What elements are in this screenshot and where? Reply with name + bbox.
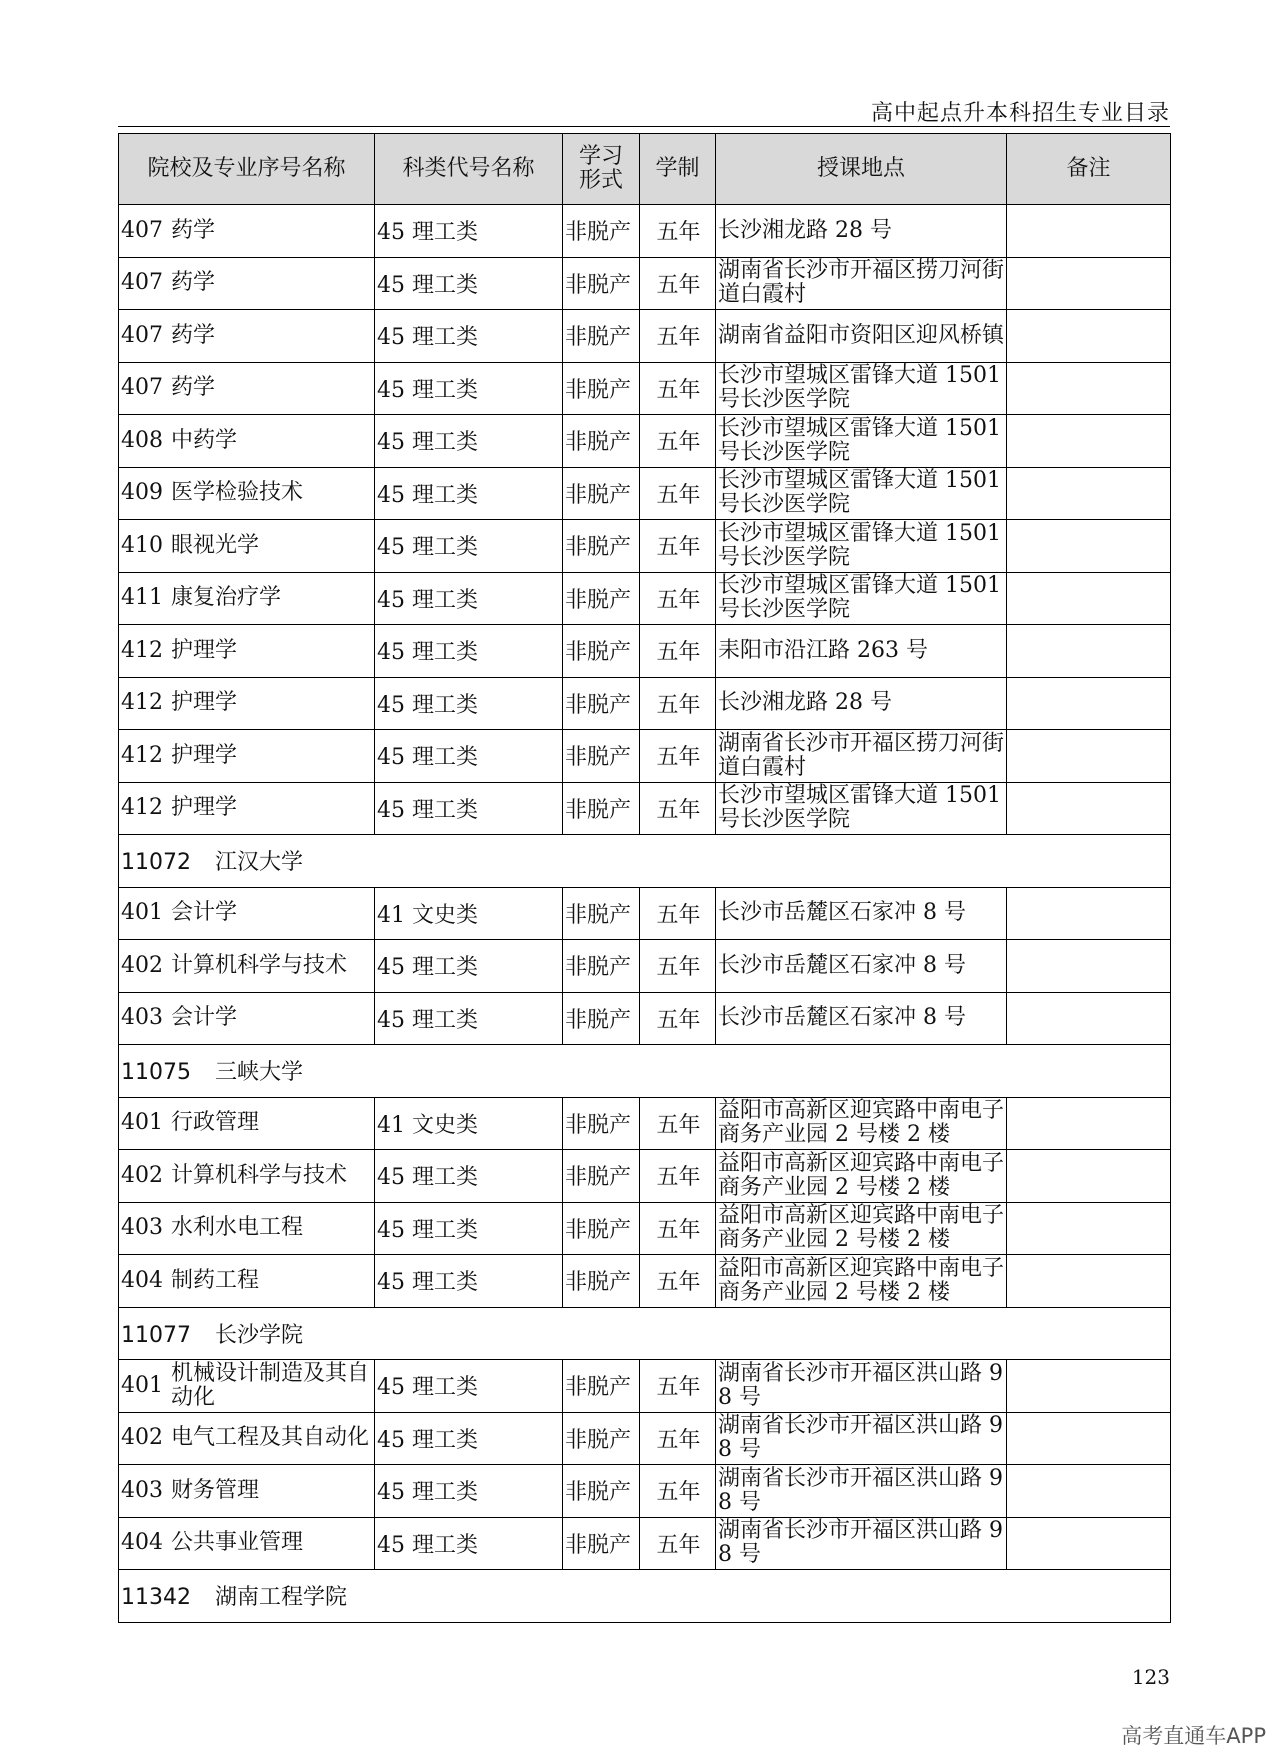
category-cell: 45 理工类 xyxy=(375,1517,563,1570)
major-number: 412 xyxy=(121,742,163,768)
study-form-cell: 非脱产 xyxy=(563,310,640,363)
note-cell xyxy=(1007,1412,1171,1465)
study-form-cell: 非脱产 xyxy=(563,992,640,1045)
category-cell: 45 理工类 xyxy=(375,205,563,258)
duration-cell: 五年 xyxy=(640,730,716,783)
study-form-cell: 非脱产 xyxy=(563,1255,640,1308)
location-cell: 湖南省益阳市资阳区迎风桥镇 xyxy=(716,310,1007,363)
table-row xyxy=(119,1150,1171,1203)
study-form-cell: 非脱产 xyxy=(563,205,640,258)
study-form-cell: 非脱产 xyxy=(563,520,640,573)
major-cell xyxy=(119,1150,375,1203)
major-cell xyxy=(119,362,375,415)
location-cell: 耒阳市沿江路 263 号 xyxy=(716,625,1007,678)
table-header-row xyxy=(119,134,1171,205)
note-cell xyxy=(1007,415,1171,468)
category-cell: 45 理工类 xyxy=(375,1150,563,1203)
table-row xyxy=(119,1360,1171,1413)
study-form-cell: 非脱产 xyxy=(563,415,640,468)
location-cell: 长沙市望城区雷锋大道 1501 号长沙医学院 xyxy=(716,415,1007,468)
duration-cell: 五年 xyxy=(640,1097,716,1150)
category-cell: 45 理工类 xyxy=(375,940,563,993)
major-number: 402 xyxy=(121,952,163,978)
duration-cell: 五年 xyxy=(640,625,716,678)
major-number: 403 xyxy=(121,1005,163,1031)
note-cell xyxy=(1007,782,1171,835)
major-number: 412 xyxy=(121,690,163,716)
major-cell xyxy=(119,940,375,993)
major-number: 407 xyxy=(121,217,163,243)
col-header-study-line1: 学习 xyxy=(578,144,623,169)
table-row xyxy=(119,467,1171,520)
study-form-cell: 非脱产 xyxy=(563,1360,640,1413)
major-number: 403 xyxy=(121,1477,163,1503)
institution-cell xyxy=(119,1307,1171,1360)
category-cell: 45 理工类 xyxy=(375,992,563,1045)
note-cell xyxy=(1007,1517,1171,1570)
note-cell xyxy=(1007,625,1171,678)
institution-row xyxy=(119,835,1171,888)
note-cell xyxy=(1007,467,1171,520)
major-number: 404 xyxy=(121,1267,163,1293)
duration-cell: 五年 xyxy=(640,520,716,573)
location-cell: 长沙市望城区雷锋大道 1501 号长沙医学院 xyxy=(716,467,1007,520)
major-cell xyxy=(119,1360,375,1413)
duration-cell: 五年 xyxy=(640,992,716,1045)
institution-cell xyxy=(119,1570,1171,1623)
location-cell: 长沙市岳麓区石家冲 8 号 xyxy=(716,940,1007,993)
duration-cell: 五年 xyxy=(640,467,716,520)
major-cell xyxy=(119,310,375,363)
col-header-study-form xyxy=(563,134,640,205)
duration-cell: 五年 xyxy=(640,887,716,940)
major-name: 会计学 xyxy=(171,900,238,926)
table-row xyxy=(119,1097,1171,1150)
study-form-cell: 非脱产 xyxy=(563,1097,640,1150)
watermark: 高考直通车APP xyxy=(1121,1724,1266,1748)
major-number: 408 xyxy=(121,427,163,453)
major-number: 407 xyxy=(121,375,163,401)
table-row xyxy=(119,625,1171,678)
note-cell xyxy=(1007,1202,1171,1255)
location-cell: 长沙市望城区雷锋大道 1501 号长沙医学院 xyxy=(716,520,1007,573)
major-number: 410 xyxy=(121,532,163,558)
running-head: 高中起点升本科招生专业目录 xyxy=(870,101,1170,126)
institution-code: 11077 xyxy=(121,1322,191,1348)
duration-cell: 五年 xyxy=(640,310,716,363)
major-cell xyxy=(119,257,375,310)
table-row xyxy=(119,572,1171,625)
major-number: 409 xyxy=(121,480,163,506)
category-cell: 45 理工类 xyxy=(375,310,563,363)
note-cell xyxy=(1007,1097,1171,1150)
category-cell: 45 理工类 xyxy=(375,257,563,310)
note-cell xyxy=(1007,205,1171,258)
note-cell xyxy=(1007,992,1171,1045)
page-number: 123 xyxy=(1131,1665,1170,1689)
category-cell: 45 理工类 xyxy=(375,730,563,783)
table-row xyxy=(119,257,1171,310)
duration-cell: 五年 xyxy=(640,257,716,310)
major-name: 药学 xyxy=(171,217,216,243)
note-cell xyxy=(1007,1255,1171,1308)
table-row xyxy=(119,992,1171,1045)
location-cell: 长沙湘龙路 28 号 xyxy=(716,205,1007,258)
major-number: 407 xyxy=(121,322,163,348)
location-cell: 长沙市望城区雷锋大道 1501 号长沙医学院 xyxy=(716,572,1007,625)
location-cell: 益阳市高新区迎宾路中南电子商务产业园 2 号楼 2 楼 xyxy=(716,1097,1007,1150)
location-cell: 湖南省长沙市开福区洪山路 98 号 xyxy=(716,1360,1007,1413)
institution-cell xyxy=(119,835,1171,888)
category-cell: 41 文史类 xyxy=(375,1097,563,1150)
major-cell xyxy=(119,1255,375,1308)
location-cell: 湖南省长沙市开福区洪山路 98 号 xyxy=(716,1465,1007,1518)
major-cell xyxy=(119,625,375,678)
table-row xyxy=(119,310,1171,363)
duration-cell: 五年 xyxy=(640,677,716,730)
major-cell xyxy=(119,887,375,940)
location-cell: 长沙市岳麓区石家冲 8 号 xyxy=(716,992,1007,1045)
major-cell xyxy=(119,730,375,783)
study-form-cell: 非脱产 xyxy=(563,1465,640,1518)
major-name: 康复治疗学 xyxy=(171,585,282,611)
institution-row xyxy=(119,1570,1171,1623)
col-header-study-line2: 形式 xyxy=(578,168,623,193)
table-row xyxy=(119,1465,1171,1518)
study-form-cell: 非脱产 xyxy=(563,782,640,835)
location-cell: 益阳市高新区迎宾路中南电子商务产业园 2 号楼 2 楼 xyxy=(716,1255,1007,1308)
institution-code: 11075 xyxy=(121,1060,191,1086)
institution-row xyxy=(119,1307,1171,1360)
location-cell: 湖南省长沙市开福区洪山路 98 号 xyxy=(716,1517,1007,1570)
major-name: 水利水电工程 xyxy=(171,1215,304,1241)
note-cell xyxy=(1007,730,1171,783)
duration-cell: 五年 xyxy=(640,1202,716,1255)
major-number: 402 xyxy=(121,1162,163,1188)
major-cell xyxy=(119,677,375,730)
major-number: 411 xyxy=(121,585,163,611)
table-row xyxy=(119,730,1171,783)
major-name: 计算机科学与技术 xyxy=(171,952,348,978)
duration-cell: 五年 xyxy=(640,205,716,258)
col-header-note: 备注 xyxy=(1007,134,1171,205)
institution-name: 长沙学院 xyxy=(215,1322,304,1348)
col-header-duration: 学制 xyxy=(640,134,716,205)
note-cell xyxy=(1007,887,1171,940)
category-cell: 45 理工类 xyxy=(375,362,563,415)
major-name: 计算机科学与技术 xyxy=(171,1162,348,1188)
category-cell: 41 文史类 xyxy=(375,887,563,940)
location-cell: 湖南省长沙市开福区捞刀河街道白霞村 xyxy=(716,257,1007,310)
major-name: 药学 xyxy=(171,270,216,296)
major-name: 护理学 xyxy=(171,690,238,716)
major-number: 401 xyxy=(121,900,163,926)
table-body xyxy=(119,205,1171,1623)
major-name: 电气工程及其自动化 xyxy=(171,1425,370,1451)
major-number: 412 xyxy=(121,795,163,821)
table-row xyxy=(119,782,1171,835)
table-row xyxy=(119,1517,1171,1570)
major-name: 机械设计制造及其自动化 xyxy=(171,1360,370,1410)
study-form-cell: 非脱产 xyxy=(563,362,640,415)
category-cell: 45 理工类 xyxy=(375,782,563,835)
table-row xyxy=(119,415,1171,468)
duration-cell: 五年 xyxy=(640,782,716,835)
major-catalog-table xyxy=(118,133,1171,1623)
institution-code: 11342 xyxy=(121,1585,191,1611)
study-form-cell: 非脱产 xyxy=(563,887,640,940)
category-cell: 45 理工类 xyxy=(375,572,563,625)
major-number: 401 xyxy=(121,1372,163,1398)
major-cell xyxy=(119,992,375,1045)
study-form-cell: 非脱产 xyxy=(563,1150,640,1203)
duration-cell: 五年 xyxy=(640,572,716,625)
major-name: 医学检验技术 xyxy=(171,480,304,506)
major-cell xyxy=(119,572,375,625)
note-cell xyxy=(1007,1360,1171,1413)
major-cell xyxy=(119,782,375,835)
note-cell xyxy=(1007,677,1171,730)
study-form-cell: 非脱产 xyxy=(563,625,640,678)
table-row xyxy=(119,1412,1171,1465)
location-cell: 长沙湘龙路 28 号 xyxy=(716,677,1007,730)
major-cell xyxy=(119,520,375,573)
category-cell: 45 理工类 xyxy=(375,520,563,573)
major-number: 402 xyxy=(121,1425,163,1451)
table-row xyxy=(119,362,1171,415)
category-cell: 45 理工类 xyxy=(375,677,563,730)
major-cell xyxy=(119,1097,375,1150)
location-cell: 益阳市高新区迎宾路中南电子商务产业园 2 号楼 2 楼 xyxy=(716,1202,1007,1255)
study-form-cell: 非脱产 xyxy=(563,1517,640,1570)
major-name: 制药工程 xyxy=(171,1267,260,1293)
note-cell xyxy=(1007,520,1171,573)
table-row xyxy=(119,677,1171,730)
major-name: 公共事业管理 xyxy=(171,1530,304,1556)
major-name: 会计学 xyxy=(171,1005,238,1031)
major-name: 护理学 xyxy=(171,637,238,663)
note-cell xyxy=(1007,310,1171,363)
major-name: 护理学 xyxy=(171,795,238,821)
col-header-category: 科类代号名称 xyxy=(375,134,563,205)
col-header-major: 院校及专业序号名称 xyxy=(119,134,375,205)
note-cell xyxy=(1007,940,1171,993)
major-cell xyxy=(119,1517,375,1570)
note-cell xyxy=(1007,362,1171,415)
study-form-cell: 非脱产 xyxy=(563,1412,640,1465)
category-cell: 45 理工类 xyxy=(375,415,563,468)
major-name: 护理学 xyxy=(171,742,238,768)
institution-name: 江汉大学 xyxy=(215,850,304,876)
duration-cell: 五年 xyxy=(640,1360,716,1413)
note-cell xyxy=(1007,1150,1171,1203)
duration-cell: 五年 xyxy=(640,940,716,993)
table-row xyxy=(119,1255,1171,1308)
major-name: 行政管理 xyxy=(171,1110,260,1136)
major-name: 财务管理 xyxy=(171,1477,260,1503)
table-row xyxy=(119,887,1171,940)
category-cell: 45 理工类 xyxy=(375,625,563,678)
col-header-location: 授课地点 xyxy=(716,134,1007,205)
study-form-cell: 非脱产 xyxy=(563,940,640,993)
duration-cell: 五年 xyxy=(640,1255,716,1308)
major-cell xyxy=(119,467,375,520)
institution-code: 11072 xyxy=(121,850,191,876)
location-cell: 长沙市望城区雷锋大道 1501 号长沙医学院 xyxy=(716,362,1007,415)
table-row xyxy=(119,520,1171,573)
major-cell xyxy=(119,1412,375,1465)
duration-cell: 五年 xyxy=(640,1465,716,1518)
location-cell: 长沙市岳麓区石家冲 8 号 xyxy=(716,887,1007,940)
institution-name: 湖南工程学院 xyxy=(215,1585,348,1611)
table-row xyxy=(119,205,1171,258)
table-row xyxy=(119,940,1171,993)
category-cell: 45 理工类 xyxy=(375,1255,563,1308)
major-cell xyxy=(119,415,375,468)
note-cell xyxy=(1007,257,1171,310)
major-name: 中药学 xyxy=(171,427,238,453)
category-cell: 45 理工类 xyxy=(375,1465,563,1518)
duration-cell: 五年 xyxy=(640,1412,716,1465)
major-cell xyxy=(119,205,375,258)
study-form-cell: 非脱产 xyxy=(563,467,640,520)
major-number: 407 xyxy=(121,270,163,296)
institution-row xyxy=(119,1045,1171,1098)
duration-cell: 五年 xyxy=(640,1517,716,1570)
institution-name: 三峡大学 xyxy=(215,1060,304,1086)
category-cell: 45 理工类 xyxy=(375,467,563,520)
note-cell xyxy=(1007,1465,1171,1518)
study-form-cell: 非脱产 xyxy=(563,1202,640,1255)
location-cell: 湖南省长沙市开福区洪山路 98 号 xyxy=(716,1412,1007,1465)
header-rule xyxy=(118,126,1170,127)
study-form-cell: 非脱产 xyxy=(563,572,640,625)
study-form-cell: 非脱产 xyxy=(563,730,640,783)
study-form-cell: 非脱产 xyxy=(563,257,640,310)
category-cell: 45 理工类 xyxy=(375,1360,563,1413)
study-form-cell: 非脱产 xyxy=(563,677,640,730)
duration-cell: 五年 xyxy=(640,415,716,468)
category-cell: 45 理工类 xyxy=(375,1412,563,1465)
note-cell xyxy=(1007,572,1171,625)
duration-cell: 五年 xyxy=(640,1150,716,1203)
major-name: 眼视光学 xyxy=(171,532,260,558)
major-number: 412 xyxy=(121,637,163,663)
major-cell xyxy=(119,1465,375,1518)
location-cell: 长沙市望城区雷锋大道 1501 号长沙医学院 xyxy=(716,782,1007,835)
location-cell: 益阳市高新区迎宾路中南电子商务产业园 2 号楼 2 楼 xyxy=(716,1150,1007,1203)
category-cell: 45 理工类 xyxy=(375,1202,563,1255)
major-number: 403 xyxy=(121,1215,163,1241)
institution-cell xyxy=(119,1045,1171,1098)
major-number: 401 xyxy=(121,1110,163,1136)
major-name: 药学 xyxy=(171,322,216,348)
major-cell xyxy=(119,1202,375,1255)
table-row xyxy=(119,1202,1171,1255)
location-cell: 湖南省长沙市开福区捞刀河街道白霞村 xyxy=(716,730,1007,783)
major-name: 药学 xyxy=(171,375,216,401)
major-number: 404 xyxy=(121,1530,163,1556)
duration-cell: 五年 xyxy=(640,362,716,415)
